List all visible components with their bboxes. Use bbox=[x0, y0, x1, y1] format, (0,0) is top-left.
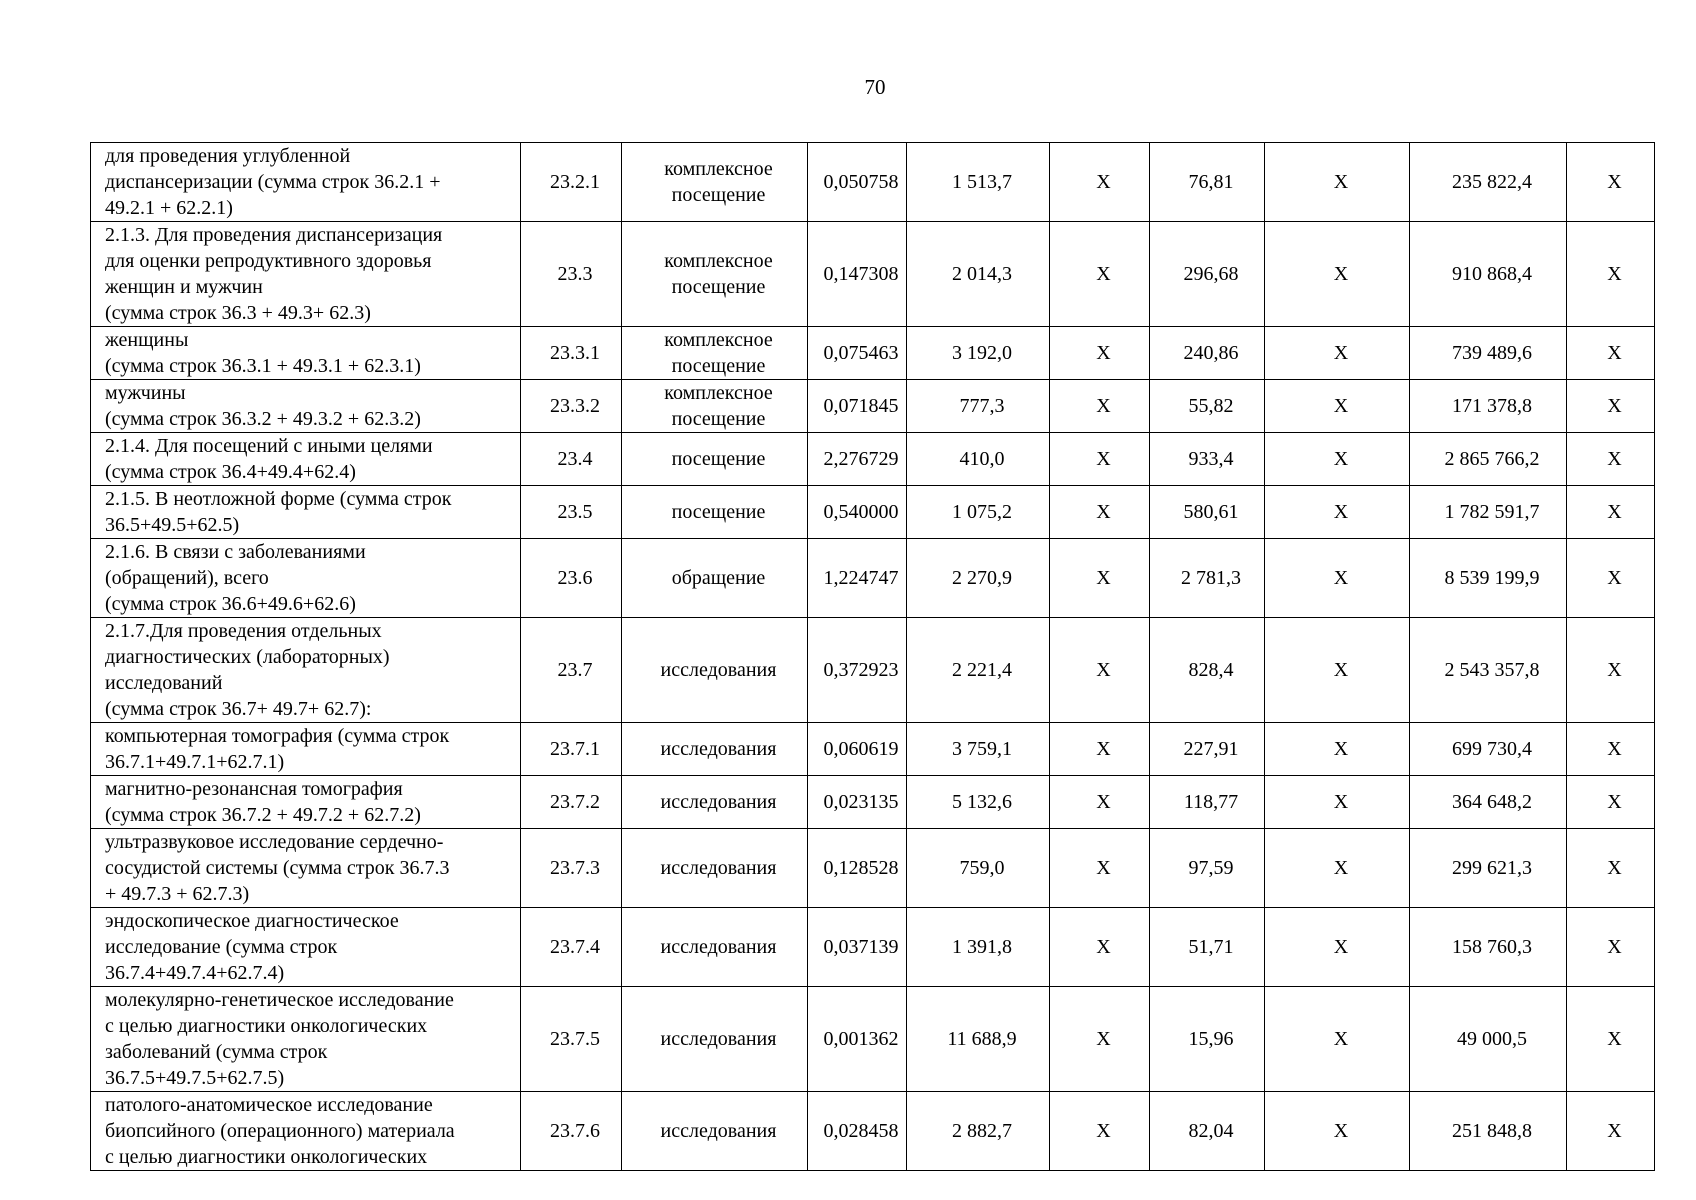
row-unit-cell: комплексное посещение bbox=[622, 222, 808, 327]
row-col10-cell: X bbox=[1567, 327, 1655, 380]
row-col10-cell: X bbox=[1567, 723, 1655, 776]
row-volume-cell: 0,050758 bbox=[808, 143, 907, 222]
row-col8-cell: X bbox=[1265, 908, 1410, 987]
row-col9-cell: 299 621,3 bbox=[1410, 829, 1567, 908]
row-col8-cell: X bbox=[1265, 723, 1410, 776]
row-col10-cell: X bbox=[1567, 829, 1655, 908]
row-unit-cell: исследования bbox=[622, 987, 808, 1092]
row-col8-cell: X bbox=[1265, 987, 1410, 1092]
row-cost-cell: 2 014,3 bbox=[907, 222, 1050, 327]
row-cost-cell: 1 075,2 bbox=[907, 486, 1050, 539]
row-col8-cell: X bbox=[1265, 618, 1410, 723]
row-volume-cell: 0,037139 bbox=[808, 908, 907, 987]
table-row bbox=[91, 1092, 1655, 1171]
row-volume-cell: 0,075463 bbox=[808, 327, 907, 380]
row-col8-cell: X bbox=[1265, 776, 1410, 829]
row-volume-cell: 0,023135 bbox=[808, 776, 907, 829]
row-name-cell: компьютерная томография (сумма строк 36.7.1+49.7.1+62.7.1) bbox=[91, 723, 521, 776]
row-col9-cell: 235 822,4 bbox=[1410, 143, 1567, 222]
row-col8-cell: X bbox=[1265, 433, 1410, 486]
row-volume-cell: 0,071845 bbox=[808, 380, 907, 433]
row-line-number-cell: 23.4 bbox=[521, 433, 622, 486]
row-col8-cell: X bbox=[1265, 143, 1410, 222]
row-cost-cell: 1 391,8 bbox=[907, 908, 1050, 987]
row-unit-cell: обращение bbox=[622, 539, 808, 618]
row-col6-cell: X bbox=[1050, 539, 1150, 618]
table-row bbox=[91, 327, 1655, 380]
row-col9-cell: 251 848,8 bbox=[1410, 1092, 1567, 1171]
row-col6-cell: X bbox=[1050, 1092, 1150, 1171]
row-unit-cell: посещение bbox=[622, 433, 808, 486]
row-col8-cell: X bbox=[1265, 486, 1410, 539]
row-col9-cell: 2 865 766,2 bbox=[1410, 433, 1567, 486]
table-row bbox=[91, 380, 1655, 433]
row-col9-cell: 699 730,4 bbox=[1410, 723, 1567, 776]
row-cost-cell: 777,3 bbox=[907, 380, 1050, 433]
table-row bbox=[91, 486, 1655, 539]
row-name-cell: 2.1.6. В связи с заболеваниями (обращений), всего (сумма строк 36.6+49.6+62.6) bbox=[91, 539, 521, 618]
row-col6-cell: X bbox=[1050, 723, 1150, 776]
row-name-cell: 2.1.4. Для посещений с иными целями (сумма строк 36.4+49.4+62.4) bbox=[91, 433, 521, 486]
row-name-cell: эндоскопическое диагностическое исследование (сумма строк 36.7.4+49.7.4+62.7.4) bbox=[91, 908, 521, 987]
table-body bbox=[91, 143, 1655, 1171]
row-unit-cell: исследования bbox=[622, 618, 808, 723]
row-cost-cell: 11 688,9 bbox=[907, 987, 1050, 1092]
row-line-number-cell: 23.7.6 bbox=[521, 1092, 622, 1171]
row-cost-cell: 2 270,9 bbox=[907, 539, 1050, 618]
row-col9-cell: 364 648,2 bbox=[1410, 776, 1567, 829]
table-row bbox=[91, 143, 1655, 222]
table-row bbox=[91, 618, 1655, 723]
row-col6-cell: X bbox=[1050, 327, 1150, 380]
row-col9-cell: 739 489,6 bbox=[1410, 327, 1567, 380]
row-unit-cell: комплексное посещение bbox=[622, 380, 808, 433]
row-line-number-cell: 23.7 bbox=[521, 618, 622, 723]
row-unit-cell: посещение bbox=[622, 486, 808, 539]
page-number: 70 bbox=[864, 75, 886, 99]
row-name-cell: мужчины (сумма строк 36.3.2 + 49.3.2 + 62.3.2) bbox=[91, 380, 521, 433]
row-unit-cell: исследования bbox=[622, 1092, 808, 1171]
row-line-number-cell: 23.3.1 bbox=[521, 327, 622, 380]
row-line-number-cell: 23.5 bbox=[521, 486, 622, 539]
row-line-number-cell: 23.7.5 bbox=[521, 987, 622, 1092]
row-col10-cell: X bbox=[1567, 486, 1655, 539]
row-line-number-cell: 23.7.1 bbox=[521, 723, 622, 776]
row-unit-cell: исследования bbox=[622, 776, 808, 829]
row-name-cell: ультразвуковое исследование сердечно- сосудистой системы (сумма строк 36.7.3 + 49.7.3 + 62.7.3) bbox=[91, 829, 521, 908]
row-col9-cell: 1 782 591,7 bbox=[1410, 486, 1567, 539]
table-row bbox=[91, 222, 1655, 327]
row-volume-cell: 0,028458 bbox=[808, 1092, 907, 1171]
row-unit-cell: исследования bbox=[622, 829, 808, 908]
row-col6-cell: X bbox=[1050, 143, 1150, 222]
row-col7-cell: 51,71 bbox=[1150, 908, 1265, 987]
row-col7-cell: 76,81 bbox=[1150, 143, 1265, 222]
row-cost-cell: 3 759,1 bbox=[907, 723, 1050, 776]
row-col6-cell: X bbox=[1050, 433, 1150, 486]
row-volume-cell: 2,276729 bbox=[808, 433, 907, 486]
row-col7-cell: 828,4 bbox=[1150, 618, 1265, 723]
table-row bbox=[91, 433, 1655, 486]
row-volume-cell: 0,128528 bbox=[808, 829, 907, 908]
row-col8-cell: X bbox=[1265, 380, 1410, 433]
row-line-number-cell: 23.7.2 bbox=[521, 776, 622, 829]
table-row bbox=[91, 987, 1655, 1092]
row-col7-cell: 118,77 bbox=[1150, 776, 1265, 829]
row-name-cell: патолого-анатомическое исследование биопсийного (операционного) материала с целью диагностики онкологических bbox=[91, 1092, 521, 1171]
row-volume-cell: 0,001362 bbox=[808, 987, 907, 1092]
financing-table bbox=[90, 142, 1655, 1171]
row-col7-cell: 97,59 bbox=[1150, 829, 1265, 908]
row-line-number-cell: 23.3.2 bbox=[521, 380, 622, 433]
row-col8-cell: X bbox=[1265, 327, 1410, 380]
row-col8-cell: X bbox=[1265, 222, 1410, 327]
row-line-number-cell: 23.3 bbox=[521, 222, 622, 327]
row-col10-cell: X bbox=[1567, 1092, 1655, 1171]
row-volume-cell: 0,060619 bbox=[808, 723, 907, 776]
row-col7-cell: 15,96 bbox=[1150, 987, 1265, 1092]
row-name-cell: для проведения углубленной диспансеризации (сумма строк 36.2.1 + 49.2.1 + 62.2.1) bbox=[91, 143, 521, 222]
row-unit-cell: исследования bbox=[622, 908, 808, 987]
table-row bbox=[91, 723, 1655, 776]
row-unit-cell: исследования bbox=[622, 723, 808, 776]
row-col10-cell: X bbox=[1567, 618, 1655, 723]
row-col8-cell: X bbox=[1265, 829, 1410, 908]
row-cost-cell: 2 221,4 bbox=[907, 618, 1050, 723]
table-row bbox=[91, 829, 1655, 908]
row-volume-cell: 0,540000 bbox=[808, 486, 907, 539]
row-col10-cell: X bbox=[1567, 776, 1655, 829]
row-cost-cell: 759,0 bbox=[907, 829, 1050, 908]
row-line-number-cell: 23.7.4 bbox=[521, 908, 622, 987]
row-col9-cell: 49 000,5 bbox=[1410, 987, 1567, 1092]
row-col6-cell: X bbox=[1050, 380, 1150, 433]
row-col8-cell: X bbox=[1265, 1092, 1410, 1171]
row-col6-cell: X bbox=[1050, 222, 1150, 327]
row-col8-cell: X bbox=[1265, 539, 1410, 618]
row-col10-cell: X bbox=[1567, 987, 1655, 1092]
row-volume-cell: 0,147308 bbox=[808, 222, 907, 327]
row-col6-cell: X bbox=[1050, 829, 1150, 908]
row-col7-cell: 2 781,3 bbox=[1150, 539, 1265, 618]
row-name-cell: 2.1.5. В неотложной форме (сумма строк 36.5+49.5+62.5) bbox=[91, 486, 521, 539]
table-row bbox=[91, 908, 1655, 987]
row-col9-cell: 8 539 199,9 bbox=[1410, 539, 1567, 618]
row-col7-cell: 55,82 bbox=[1150, 380, 1265, 433]
row-col7-cell: 240,86 bbox=[1150, 327, 1265, 380]
row-col9-cell: 171 378,8 bbox=[1410, 380, 1567, 433]
row-name-cell: молекулярно-генетическое исследование с целью диагностики онкологических заболеваний (сумма строк 36.7.5+49.7.5+62.7.5) bbox=[91, 987, 521, 1092]
row-unit-cell: комплексное посещение bbox=[622, 143, 808, 222]
row-col6-cell: X bbox=[1050, 618, 1150, 723]
row-volume-cell: 1,224747 bbox=[808, 539, 907, 618]
table-row bbox=[91, 539, 1655, 618]
row-name-cell: магнитно-резонансная томография (сумма строк 36.7.2 + 49.7.2 + 62.7.2) bbox=[91, 776, 521, 829]
row-col7-cell: 933,4 bbox=[1150, 433, 1265, 486]
row-cost-cell: 2 882,7 bbox=[907, 1092, 1050, 1171]
row-line-number-cell: 23.7.3 bbox=[521, 829, 622, 908]
row-col10-cell: X bbox=[1567, 380, 1655, 433]
row-col6-cell: X bbox=[1050, 776, 1150, 829]
row-col7-cell: 580,61 bbox=[1150, 486, 1265, 539]
row-col10-cell: X bbox=[1567, 222, 1655, 327]
table-row bbox=[91, 776, 1655, 829]
row-col9-cell: 158 760,3 bbox=[1410, 908, 1567, 987]
row-col10-cell: X bbox=[1567, 539, 1655, 618]
row-unit-cell: комплексное посещение bbox=[622, 327, 808, 380]
row-col6-cell: X bbox=[1050, 987, 1150, 1092]
row-cost-cell: 3 192,0 bbox=[907, 327, 1050, 380]
row-line-number-cell: 23.6 bbox=[521, 539, 622, 618]
row-cost-cell: 410,0 bbox=[907, 433, 1050, 486]
row-col6-cell: X bbox=[1050, 486, 1150, 539]
row-col7-cell: 296,68 bbox=[1150, 222, 1265, 327]
row-name-cell: 2.1.3. Для проведения диспансеризация для оценки репродуктивного здоровья женщин и мужчин (сумма строк 36.3 + 49.3+ 62.3) bbox=[91, 222, 521, 327]
row-col9-cell: 2 543 357,8 bbox=[1410, 618, 1567, 723]
row-col7-cell: 227,91 bbox=[1150, 723, 1265, 776]
row-line-number-cell: 23.2.1 bbox=[521, 143, 622, 222]
row-col9-cell: 910 868,4 bbox=[1410, 222, 1567, 327]
row-volume-cell: 0,372923 bbox=[808, 618, 907, 723]
row-col7-cell: 82,04 bbox=[1150, 1092, 1265, 1171]
row-name-cell: 2.1.7.Для проведения отдельных диагностических (лабораторных) исследований (сумма строк 36.7+ 49.7+ 62.7): bbox=[91, 618, 521, 723]
row-name-cell: женщины (сумма строк 36.3.1 + 49.3.1 + 62.3.1) bbox=[91, 327, 521, 380]
row-col10-cell: X bbox=[1567, 908, 1655, 987]
row-cost-cell: 1 513,7 bbox=[907, 143, 1050, 222]
row-col6-cell: X bbox=[1050, 908, 1150, 987]
row-col10-cell: X bbox=[1567, 143, 1655, 222]
row-cost-cell: 5 132,6 bbox=[907, 776, 1050, 829]
row-col10-cell: X bbox=[1567, 433, 1655, 486]
